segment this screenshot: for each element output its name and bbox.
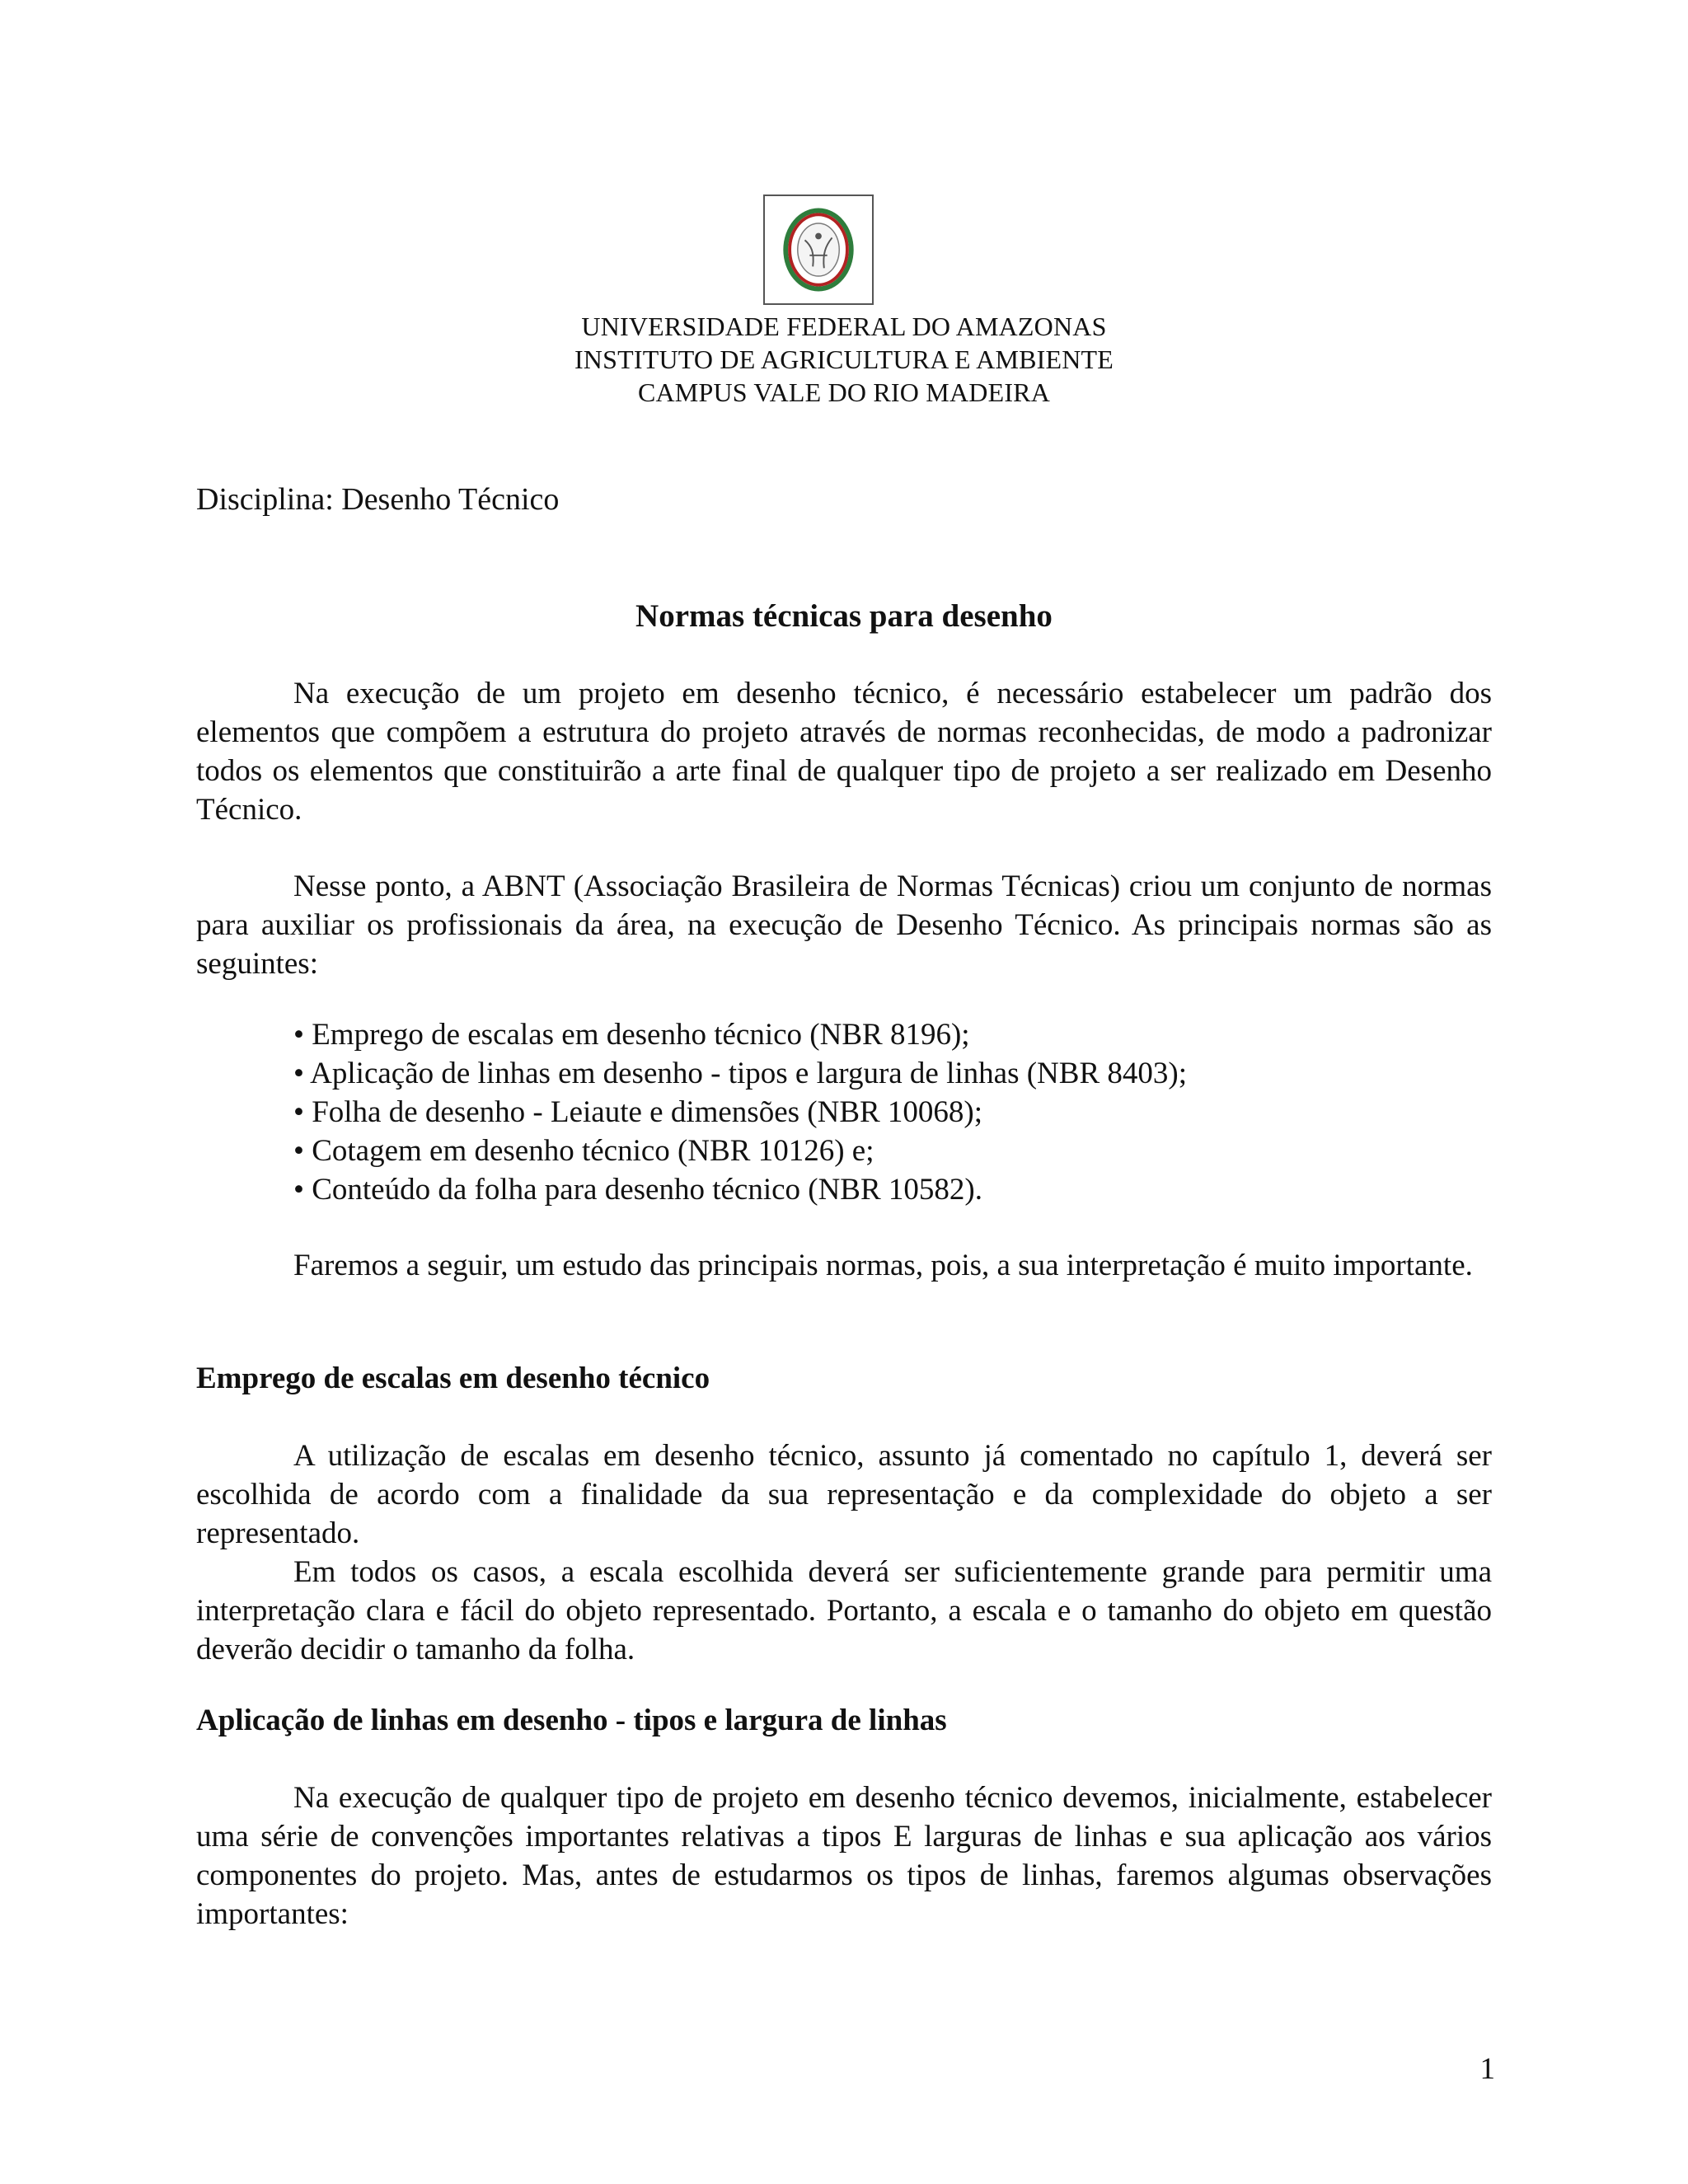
institution-header — [0, 310, 1688, 409]
paragraph-scales — [196, 1436, 1492, 1553]
list-item: • Aplicação de linhas em desenho - tipos e largura de linhas (NBR 8403); — [293, 1057, 1187, 1090]
paragraph-intro-text: Na execução de um projeto em desenho técnico, é necessário estabelecer um padrão dos elementos que compõem a estrutura do projeto através de normas reconhecidas, de modo a padronizar todos os elementos que constituirão a arte final de qualquer tipo de projeto a ser realizado em Desenho Técnico. — [196, 677, 1492, 827]
norms-list — [293, 1015, 1187, 1209]
seal-emblem-icon — [765, 196, 872, 303]
paragraph-study — [196, 1246, 1492, 1285]
discipline-label: Disciplina: Desenho Técnico — [196, 482, 560, 517]
header-campus: CAMPUS VALE DO RIO MADEIRA — [637, 377, 1051, 407]
paragraph-scale-choice — [196, 1553, 1492, 1669]
section-heading-scales: Emprego de escalas em desenho técnico — [196, 1361, 710, 1395]
list-item: • Cotagem em desenho técnico (NBR 10126) e; — [293, 1134, 874, 1168]
paragraph-scale-choice-text: Em todos os casos, a escala escolhida deverá ser suficientemente grande para permitir uma interpretação clara e fácil do objeto representado. Portanto, a escala e o tamanho do objeto em questão deverão decidir o tamanho da folha. — [196, 1555, 1492, 1666]
university-seal-logo — [763, 194, 874, 305]
header-university: UNIVERSIDADE FEDERAL DO AMAZONAS — [581, 312, 1107, 341]
header-institute: INSTITUTO DE AGRICULTURA E AMBIENTE — [574, 344, 1114, 374]
paragraph-scales-text: A utilização de escalas em desenho técnico, assunto já comentado no capítulo 1, deverá ser escolhida de acordo com a finalidade da sua representação e da complexidade do objeto a ser representado. — [196, 1439, 1492, 1550]
list-item: • Folha de desenho - Leiaute e dimensões (NBR 10068); — [293, 1095, 983, 1129]
paragraph-abnt-text: Nesse ponto, a ABNT (Associação Brasileira de Normas Técnicas) criou um conjunto de normas para auxiliar os profissionais da área, na execução de Desenho Técnico. As principais normas são as seguintes: — [196, 869, 1492, 981]
page-title: Normas técnicas para desenho — [635, 598, 1053, 634]
paragraph-abnt — [196, 867, 1492, 983]
list-item: • Conteúdo da folha para desenho técnico (NBR 10582). — [293, 1173, 982, 1207]
paragraph-study-text: Faremos a seguir, um estudo das principais normas, pois, a sua interpretação é muito importante. — [293, 1249, 1473, 1282]
list-item: • Emprego de escalas em desenho técnico (NBR 8196); — [293, 1018, 970, 1052]
paragraph-lines-text: Na execução de qualquer tipo de projeto em desenho técnico devemos, inicialmente, estabelecer uma série de convenções importantes relativas a tipos E larguras de linhas e sua aplicação aos vários componentes do projeto. Mas, antes de estudarmos os tipos de linhas, faremos algumas observações importantes: — [196, 1781, 1492, 1931]
section-heading-lines: Aplicação de linhas em desenho - tipos e largura de linhas — [196, 1704, 947, 1737]
paragraph-lines — [196, 1779, 1492, 1933]
page-number: 1 — [1479, 2052, 1495, 2086]
paragraph-intro — [196, 674, 1492, 829]
